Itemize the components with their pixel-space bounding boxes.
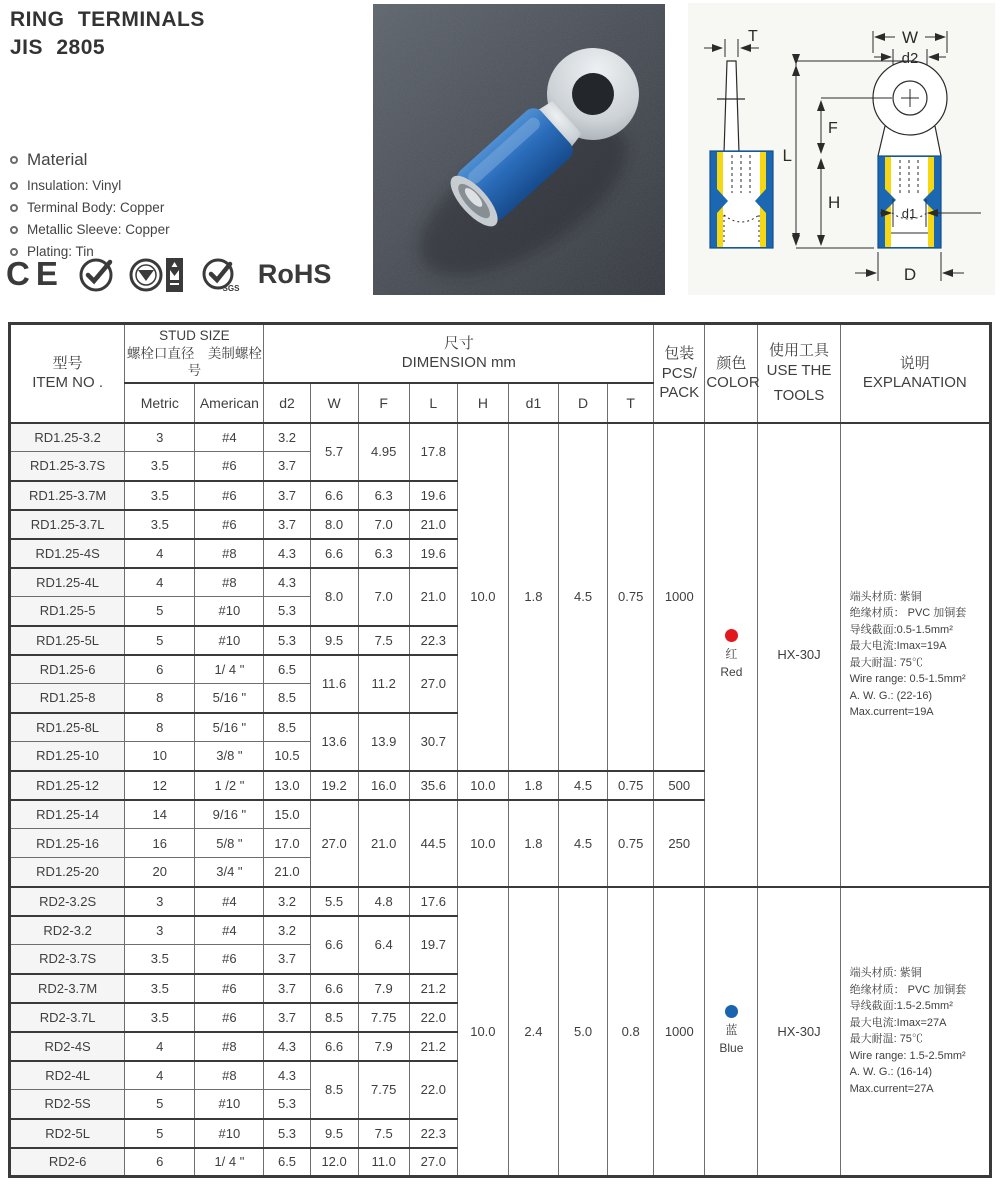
spec-cell: 3 xyxy=(125,423,195,452)
spec-table-body xyxy=(10,423,991,1177)
spec-cell: 4.5 xyxy=(559,771,608,800)
item-no-cell: RD1.25-8 xyxy=(10,684,125,713)
spec-cell: 4.95 xyxy=(358,423,409,481)
spec-cell: 22.0 xyxy=(409,1061,457,1119)
item-no-cell: RD1.25-5L xyxy=(10,626,125,655)
spec-cell: 7.75 xyxy=(358,1061,409,1119)
col-header-d: D xyxy=(559,383,608,423)
item-no-cell: RD2-6 xyxy=(10,1148,125,1177)
spec-cell: 35.6 xyxy=(409,771,457,800)
dim-label-d1: d1 xyxy=(901,206,917,221)
item-no-cell: RD1.25-12 xyxy=(10,771,125,800)
spec-cell: 3.7 xyxy=(264,452,310,481)
spec-cell: 0.75 xyxy=(608,423,654,771)
header-en: DIMENSION mm xyxy=(401,354,516,372)
spec-cell: 5 xyxy=(125,1090,195,1119)
spec-cell: 5.0 xyxy=(559,887,608,1177)
header-zh: 螺栓口直径 美制螺栓号 xyxy=(126,345,262,379)
header-en: PACK xyxy=(659,384,700,402)
spec-cell: 3.2 xyxy=(264,887,310,916)
spec-cell: 4.3 xyxy=(264,568,310,597)
spec-cell: #6 xyxy=(195,452,264,481)
item-no-cell: RD2-3.7L xyxy=(10,1003,125,1032)
spec-cell: 7.9 xyxy=(358,974,409,1003)
item-no-cell: RD1.25-6 xyxy=(10,655,125,684)
spec-cell: 0.75 xyxy=(608,771,654,800)
spec-cell: 19.6 xyxy=(409,539,457,568)
color-cell: 红 Red xyxy=(705,423,758,887)
spec-cell: 8.0 xyxy=(310,568,358,626)
spec-cell: 1 /2 " xyxy=(195,771,264,800)
bullet-icon xyxy=(10,204,18,212)
dim-label-d2: d2 xyxy=(901,50,919,67)
spec-cell: 11.2 xyxy=(358,655,409,713)
item-no-cell: RD1.25-3.2 xyxy=(10,423,125,452)
col-header-t: T xyxy=(608,383,654,423)
spec-cell: 10.0 xyxy=(457,887,508,1177)
item-no-cell: RD2-3.7S xyxy=(10,945,125,974)
spec-cell: #8 xyxy=(195,539,264,568)
spec-cell: 3.7 xyxy=(264,974,310,1003)
spec-cell: 6.6 xyxy=(310,1032,358,1061)
item-no-cell: RD1.25-3.7M xyxy=(10,481,125,510)
item-no-cell: RD2-4L xyxy=(10,1061,125,1090)
header-zh: 使用工具 xyxy=(768,342,829,360)
spec-cell: 12 xyxy=(125,771,195,800)
spec-cell: 7.5 xyxy=(358,1119,409,1148)
spec-cell: 10 xyxy=(125,742,195,771)
spec-cell: 1.8 xyxy=(508,771,558,800)
header-zh: 说明 xyxy=(899,354,930,372)
col-header-explanation xyxy=(840,324,990,423)
spec-cell: 7.5 xyxy=(358,626,409,655)
explanation-cell: 端头材质: 紫铜 绝缘材质： PVC 加铜套 导线截面:1.5-2.5mm² 最大电流:Imax=27A 最大耐温: 75℃ Wire range: 1.5-2.5mm² A. W. G.: (16-14) Max.current=27A xyxy=(840,887,990,1177)
spec-cell: 4 xyxy=(125,539,195,568)
product-photo xyxy=(373,4,665,295)
spec-cell: 44.5 xyxy=(409,800,457,887)
spec-cell: 5/16 " xyxy=(195,713,264,742)
spec-cell: 6.6 xyxy=(310,481,358,510)
spec-cell: 6.6 xyxy=(310,916,358,974)
header-zh: 颜色 xyxy=(716,354,747,372)
material-label: Metallic Sleeve: Copper xyxy=(27,222,170,237)
rohs-mark: RoHS xyxy=(257,258,332,289)
spec-cell: #10 xyxy=(195,626,264,655)
spec-cell: 6.3 xyxy=(358,481,409,510)
spec-cell: 16.0 xyxy=(358,771,409,800)
spec-cell: 5.3 xyxy=(264,1090,310,1119)
spec-cell: 2.4 xyxy=(508,887,558,1177)
spec-cell: 3.5 xyxy=(125,945,195,974)
spec-cell: 19.7 xyxy=(409,916,457,974)
item-no-cell: RD1.25-4S xyxy=(10,539,125,568)
spec-cell: #10 xyxy=(195,1090,264,1119)
spec-cell: 6.6 xyxy=(310,974,358,1003)
spec-table xyxy=(8,322,992,1178)
spec-cell: 4.3 xyxy=(264,1032,310,1061)
spec-cell: 1000 xyxy=(654,887,705,1177)
spec-cell: 3.5 xyxy=(125,481,195,510)
spec-cell: 21.0 xyxy=(264,858,310,887)
color-dot-icon xyxy=(725,629,738,642)
item-no-cell: RD2-3.2 xyxy=(10,916,125,945)
spec-cell: 9/16 " xyxy=(195,800,264,829)
spec-cell: 0.8 xyxy=(608,887,654,1177)
title-line-1: RING TERMINALS xyxy=(10,8,205,31)
header-en: USE THE xyxy=(766,361,832,379)
material-list xyxy=(10,150,170,266)
dim-label-d: D xyxy=(903,265,917,284)
spec-cell: 4 xyxy=(125,1032,195,1061)
bullet-icon xyxy=(10,182,18,190)
title-line-2: JIS 2805 xyxy=(10,36,106,60)
spec-cell: 17.6 xyxy=(409,887,457,916)
spec-cell: 10.0 xyxy=(457,771,508,800)
dim-label-f: F xyxy=(828,120,838,137)
spec-cell: 6.5 xyxy=(264,655,310,684)
list-item xyxy=(10,200,170,215)
spec-cell: 14 xyxy=(125,800,195,829)
spec-cell: 8.5 xyxy=(310,1061,358,1119)
spec-cell: 1.8 xyxy=(508,423,558,771)
spec-cell: 8 xyxy=(125,684,195,713)
col-header-l: L xyxy=(409,383,457,423)
dim-label-w: W xyxy=(901,28,919,47)
item-no-cell: RD1.25-4L xyxy=(10,568,125,597)
item-no-cell: RD1.25-5 xyxy=(10,597,125,626)
spec-cell: #6 xyxy=(195,974,264,1003)
spec-cell: 11.0 xyxy=(358,1148,409,1177)
spec-cell: 1.8 xyxy=(508,800,558,887)
spec-cell: #8 xyxy=(195,568,264,597)
spec-cell: 20 xyxy=(125,858,195,887)
material-label: Insulation: Vinyl xyxy=(27,178,122,193)
dim-label-t: T xyxy=(748,28,758,45)
spec-cell: 3.5 xyxy=(125,510,195,539)
spec-cell: 6.6 xyxy=(310,539,358,568)
spec-cell: #6 xyxy=(195,1003,264,1032)
dim-label-l: L xyxy=(782,146,792,165)
spec-cell: 1/ 4 " xyxy=(195,1148,264,1177)
sgs-badge-icon xyxy=(198,254,246,294)
quality-badge-icon xyxy=(76,254,116,294)
spec-cell: 3/4 " xyxy=(195,858,264,887)
spec-cell: 8.5 xyxy=(264,713,310,742)
spec-cell: 1/ 4 " xyxy=(195,655,264,684)
header-zh: 型号 xyxy=(52,354,83,372)
spec-cell: 4.5 xyxy=(559,423,608,771)
spec-cell: 7.9 xyxy=(358,1032,409,1061)
header-en: COLOR xyxy=(706,374,760,392)
col-header-d2: d2 xyxy=(264,383,310,423)
spec-cell: 3.7 xyxy=(264,1003,310,1032)
spec-cell: HX-30J xyxy=(758,423,840,887)
spec-cell: 5 xyxy=(125,626,195,655)
item-no-cell: RD1.25-10 xyxy=(10,742,125,771)
spec-cell: 6 xyxy=(125,1148,195,1177)
material-label: Terminal Body: Copper xyxy=(27,200,165,215)
spec-cell: 3.2 xyxy=(264,423,310,452)
bullet-icon xyxy=(10,226,18,234)
col-header-w: W xyxy=(310,383,358,423)
spec-cell: 4.3 xyxy=(264,539,310,568)
spec-cell: #4 xyxy=(195,887,264,916)
certification-marks xyxy=(6,254,331,294)
item-no-cell: RD1.25-20 xyxy=(10,858,125,887)
spec-cell: 22.0 xyxy=(409,1003,457,1032)
spec-cell: #10 xyxy=(195,1119,264,1148)
bullet-icon xyxy=(10,156,18,164)
spec-cell: 3.7 xyxy=(264,945,310,974)
ce-mark-icon: CE xyxy=(6,255,64,292)
spec-cell: #4 xyxy=(195,916,264,945)
header-en: TOOLS xyxy=(773,387,825,405)
dim-label-h: H xyxy=(828,193,841,212)
spec-cell: 250 xyxy=(654,800,705,887)
explanation-cell: 端头材质: 紫铜 绝缘材质： PVC 加铜套 导线截面:0.5-1.5mm² 最大电流:Imax=19A 最大耐温: 75℃ Wire range: 0.5-1.5mm² A. W. G.: (22-16) Max.current=19A xyxy=(840,423,990,887)
spec-cell: 3.5 xyxy=(125,1003,195,1032)
item-no-cell: RD2-4S xyxy=(10,1032,125,1061)
spec-cell: 21.0 xyxy=(358,800,409,887)
spec-cell: 8.5 xyxy=(310,1003,358,1032)
spec-cell: 8 xyxy=(125,713,195,742)
spec-cell: 30.7 xyxy=(409,713,457,771)
spec-cell: 27.0 xyxy=(409,1148,457,1177)
spec-cell: 6.3 xyxy=(358,539,409,568)
spec-cell: 6 xyxy=(125,655,195,684)
spec-cell: 7.75 xyxy=(358,1003,409,1032)
col-header-stud-size xyxy=(125,324,264,383)
header-en: STUD SIZE xyxy=(159,328,230,343)
spec-cell: 21.2 xyxy=(409,974,457,1003)
spec-cell: 21.0 xyxy=(409,510,457,539)
header-en: ITEM NO . xyxy=(32,374,104,392)
col-header-tools xyxy=(758,324,840,423)
item-no-cell: RD2-5S xyxy=(10,1090,125,1119)
page-title xyxy=(10,6,205,63)
spec-cell: 4.8 xyxy=(358,887,409,916)
spec-cell: 5.5 xyxy=(310,887,358,916)
spec-cell: 3.5 xyxy=(125,452,195,481)
col-header-h: H xyxy=(457,383,508,423)
col-header-pack xyxy=(654,324,705,423)
spec-cell: 19.2 xyxy=(310,771,358,800)
table-row xyxy=(10,423,991,452)
list-item xyxy=(10,178,170,193)
color-dot-icon xyxy=(725,1005,738,1018)
spec-cell: 3.7 xyxy=(264,510,310,539)
header-zh: 尺寸 xyxy=(443,334,474,352)
spec-cell: 9.5 xyxy=(310,1119,358,1148)
spec-cell: 4 xyxy=(125,1061,195,1090)
item-no-cell: RD2-3.2S xyxy=(10,887,125,916)
spec-cell: 3 xyxy=(125,887,195,916)
spec-cell: #4 xyxy=(195,423,264,452)
spec-cell: 13.9 xyxy=(358,713,409,771)
spec-cell: 5.3 xyxy=(264,626,310,655)
spec-cell: 9.5 xyxy=(310,626,358,655)
spec-cell: 4.3 xyxy=(264,1061,310,1090)
list-item xyxy=(10,222,170,237)
spec-cell: 5.3 xyxy=(264,1119,310,1148)
material-label: Material xyxy=(27,150,88,169)
spec-cell: 0.75 xyxy=(608,800,654,887)
spec-cell: #6 xyxy=(195,510,264,539)
spec-cell: 13.6 xyxy=(310,713,358,771)
spec-cell: 8.5 xyxy=(264,684,310,713)
spec-cell: #8 xyxy=(195,1032,264,1061)
spec-cell: 7.0 xyxy=(358,510,409,539)
spec-cell: 21.2 xyxy=(409,1032,457,1061)
spec-cell: 3.2 xyxy=(264,916,310,945)
list-item xyxy=(10,150,170,170)
spec-cell: 3/8 " xyxy=(195,742,264,771)
header-en: PCS/ xyxy=(661,364,697,382)
spec-cell: 10.5 xyxy=(264,742,310,771)
spec-cell: 3 xyxy=(125,916,195,945)
spec-cell: 16 xyxy=(125,829,195,858)
spec-cell: 17.0 xyxy=(264,829,310,858)
item-no-cell: RD1.25-14 xyxy=(10,800,125,829)
dimension-diagram xyxy=(688,3,995,295)
spec-cell: #6 xyxy=(195,481,264,510)
spec-cell: 7.0 xyxy=(358,568,409,626)
spec-cell: 27.0 xyxy=(310,800,358,887)
item-no-cell: RD2-3.7M xyxy=(10,974,125,1003)
spec-cell: 15.0 xyxy=(264,800,310,829)
item-no-cell: RD1.25-16 xyxy=(10,829,125,858)
spec-cell: #6 xyxy=(195,945,264,974)
material-label: Plating: Tin xyxy=(27,244,94,259)
col-header-color xyxy=(705,324,758,423)
spec-cell: 12.0 xyxy=(310,1148,358,1177)
spec-cell: #10 xyxy=(195,597,264,626)
spec-cell: #8 xyxy=(195,1061,264,1090)
col-header-d1: d1 xyxy=(508,383,558,423)
sgs-label: SGS xyxy=(222,284,240,293)
col-header-item xyxy=(10,324,125,423)
ukas-badge-icon xyxy=(128,254,186,294)
spec-cell: 6.4 xyxy=(358,916,409,974)
spec-cell: 19.6 xyxy=(409,481,457,510)
spec-cell: 21.0 xyxy=(409,568,457,626)
color-cell: 蓝 Blue xyxy=(705,887,758,1177)
header-en: EXPLANATION xyxy=(862,374,967,392)
spec-cell: 10.0 xyxy=(457,423,508,771)
spec-cell: 17.8 xyxy=(409,423,457,481)
item-no-cell: RD1.25-3.7S xyxy=(10,452,125,481)
col-header-dimension xyxy=(264,324,654,383)
item-no-cell: RD1.25-3.7L xyxy=(10,510,125,539)
spec-cell: 8.0 xyxy=(310,510,358,539)
spec-cell: 5.3 xyxy=(264,597,310,626)
col-header-metric: Metric xyxy=(125,383,195,423)
spec-cell: 4.5 xyxy=(559,800,608,887)
table-row xyxy=(10,887,991,916)
spec-cell: 27.0 xyxy=(409,655,457,713)
spec-cell: 10.0 xyxy=(457,800,508,887)
spec-cell: 13.0 xyxy=(264,771,310,800)
spec-cell: 22.3 xyxy=(409,626,457,655)
spec-cell: 11.6 xyxy=(310,655,358,713)
spec-cell: 5.7 xyxy=(310,423,358,481)
spec-cell: 6.5 xyxy=(264,1148,310,1177)
spec-cell: 5 xyxy=(125,597,195,626)
header-zh: 包装 xyxy=(664,345,695,363)
spec-cell: 5/8 " xyxy=(195,829,264,858)
spec-cell: 5/16 " xyxy=(195,684,264,713)
spec-cell: 22.3 xyxy=(409,1119,457,1148)
spec-cell: 3.5 xyxy=(125,974,195,1003)
spec-cell: 3.7 xyxy=(264,481,310,510)
item-no-cell: RD1.25-8L xyxy=(10,713,125,742)
spec-cell: HX-30J xyxy=(758,887,840,1177)
spec-cell: 500 xyxy=(654,771,705,800)
col-header-american: American xyxy=(195,383,264,423)
col-header-f: F xyxy=(358,383,409,423)
item-no-cell: RD2-5L xyxy=(10,1119,125,1148)
spec-cell: 5 xyxy=(125,1119,195,1148)
spec-cell: 1000 xyxy=(654,423,705,771)
spec-cell: 4 xyxy=(125,568,195,597)
